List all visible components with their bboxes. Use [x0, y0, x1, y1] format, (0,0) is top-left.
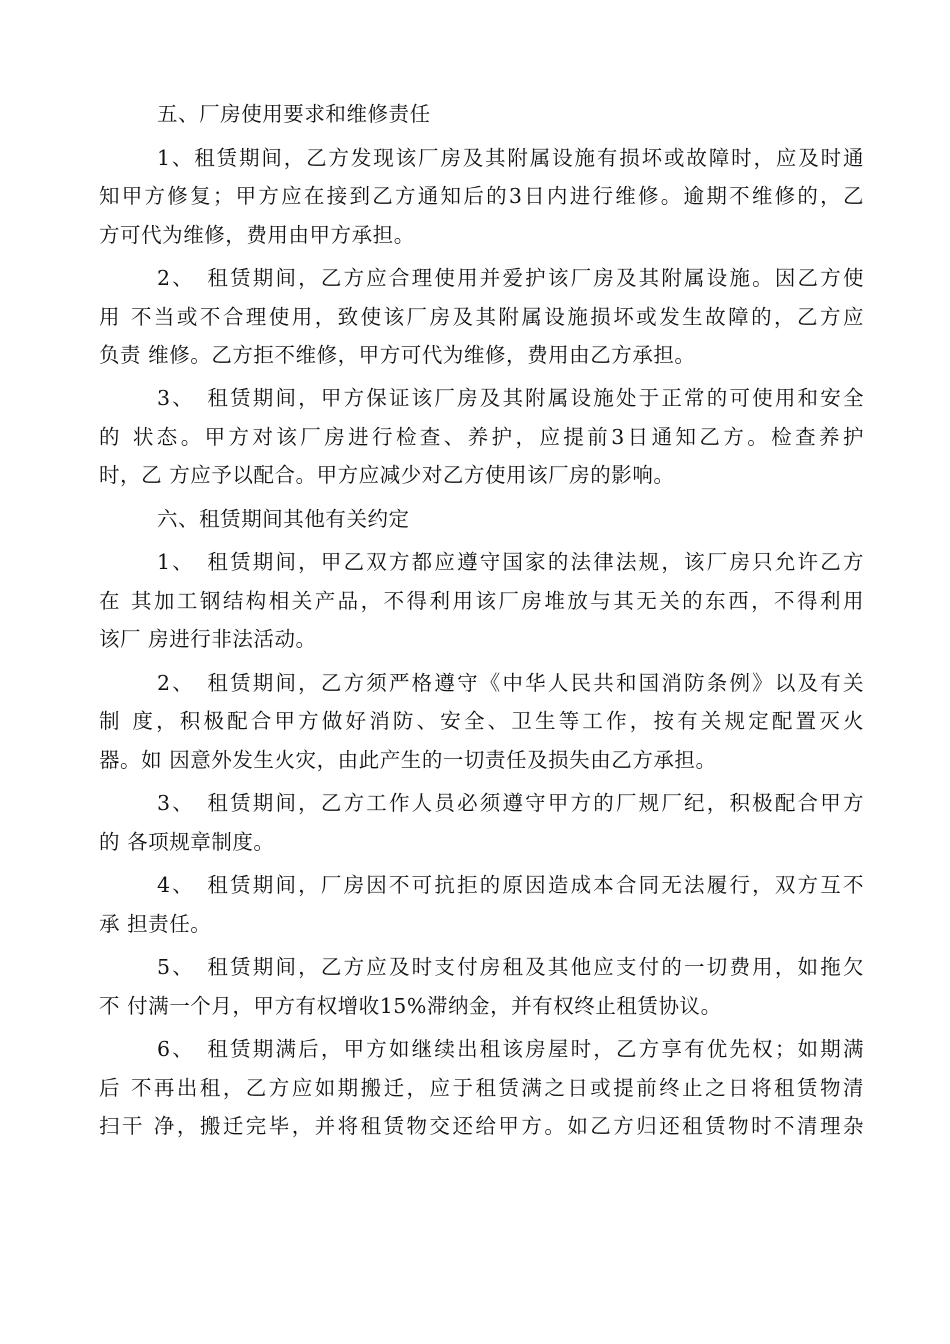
s6-item1-line3: 该厂 房进行非法活动。	[99, 627, 317, 651]
s5-item2-line3: 负责 维修。乙方拒不维修，甲方可代为维修，费用由乙方承担。	[99, 343, 696, 367]
s5-item1-line3: 方可代为维修，费用由甲方承担。	[99, 223, 415, 247]
s6-item1-line2: 在 其加工钢结构相关产品，不得利用该厂房堆放与其无关的东西，不得利用	[99, 589, 864, 613]
section-6-heading: 六、租赁期间其他有关约定	[157, 507, 410, 531]
s5-item3-line3: 时，乙 方应予以配合。甲方应减少对乙方使用该厂房的影响。	[99, 463, 675, 487]
s5-item1-line2: 知甲方修复；甲方应在接到乙方通知后的3日内进行维修。逾期不维修的，乙	[99, 184, 864, 208]
s6-item6-line1: 6、 租赁期满后，甲方如继续出租该房屋时，乙方享有优先权；如期满	[157, 1037, 864, 1061]
s6-item6-line2: 后 不再出租，乙方应如期搬迁，应于租赁满之日或提前终止之日将租赁物清	[99, 1076, 864, 1100]
section-5-heading: 五、厂房使用要求和维修责任	[157, 102, 431, 126]
s6-item1-line1: 1、 租赁期间，甲乙双方都应遵守国家的法律法规，该厂房只允许乙方	[157, 550, 864, 574]
s6-item5-line1: 5、 租赁期间，乙方应及时支付房租及其他应支付的一切费用，如拖欠	[157, 955, 864, 979]
s6-item4-line2: 承 担责任。	[99, 912, 212, 936]
s6-item3-line1: 3、 租赁期间，乙方工作人员必须遵守甲方的厂规厂纪，积极配合甲方	[157, 791, 864, 815]
s6-item3-line2: 的 各项规章制度。	[99, 830, 275, 854]
s6-item2-line3: 器。如 因意外发生火灾，由此产生的一切责任及损失由乙方承担。	[99, 748, 717, 772]
s6-item4-line1: 4、 租赁期间，厂房因不可抗拒的原因造成本合同无法履行，双方互不	[157, 873, 864, 897]
s5-item2-line1: 2、 租赁期间，乙方应合理使用并爱护该厂房及其附属设施。因乙方使	[157, 266, 864, 290]
s5-item3-line1: 3、 租赁期间，甲方保证该厂房及其附属设施处于正常的可使用和安全	[157, 386, 864, 410]
s6-item6-line3: 扫干 净，搬迁完毕，并将租赁物交还给甲方。如乙方归还租赁物时不清理杂	[99, 1114, 864, 1138]
s5-item2-line2: 用 不当或不合理使用，致使该厂房及其附属设施损坏或发生故障的，乙方应	[99, 305, 864, 329]
s6-item2-line2: 制 度，积极配合甲方做好消防、安全、卫生等工作，按有关规定配置灭火	[99, 709, 864, 733]
s6-item2-line1: 2、 租赁期间，乙方须严格遵守《中华人民共和国消防条例》以及有关	[157, 671, 864, 695]
s5-item1-line1: 1、租赁期间，乙方发现该厂房及其附属设施有损坏或故障时，应及时通	[157, 146, 864, 170]
s6-item5-line2: 不 付满一个月，甲方有权增收15%滞纳金，并有权终止租赁协议。	[99, 994, 722, 1018]
s5-item3-line2: 的 状态。甲方对该厂房进行检查、养护，应提前3日通知乙方。检查养护	[99, 425, 864, 449]
